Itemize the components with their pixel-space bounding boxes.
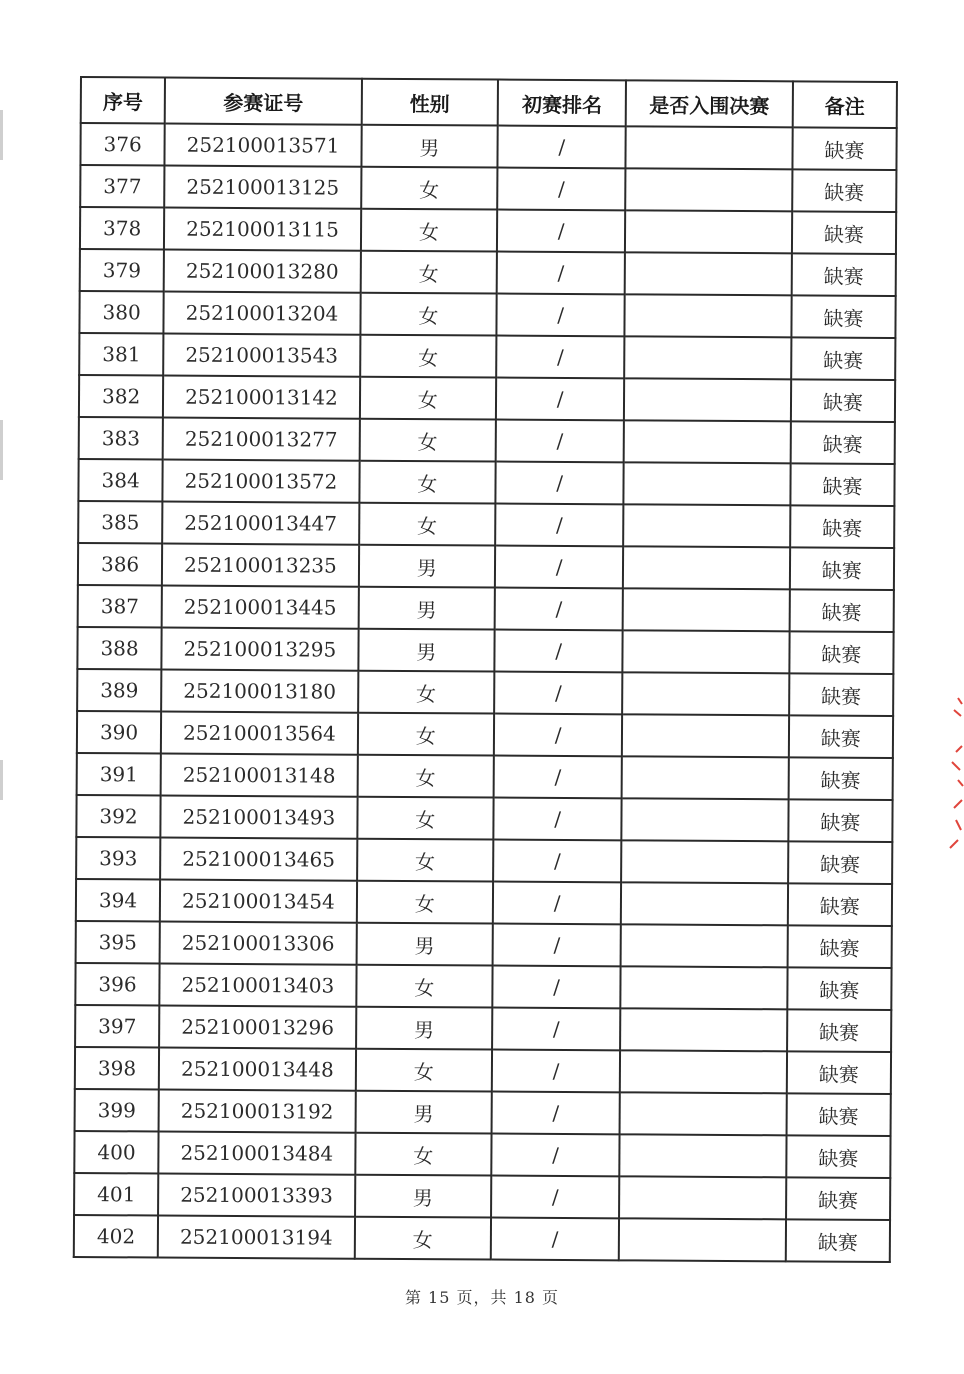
- row-gender: 女: [357, 881, 494, 924]
- row-remarks: 缺赛: [792, 169, 897, 212]
- header-gender: 性别: [361, 79, 498, 126]
- row-gender: 女: [361, 209, 498, 252]
- row-final-qualified: [624, 378, 791, 421]
- row-final-qualified: [621, 840, 788, 883]
- row-serial-number: 376: [80, 123, 164, 166]
- table-row: [78, 585, 894, 632]
- row-final-qualified: [626, 168, 793, 211]
- row-entry-id: 252100013194: [158, 1215, 355, 1258]
- row-entry-id: 252100013465: [160, 838, 357, 881]
- row-gender: 女: [360, 377, 497, 420]
- table-row: [78, 543, 894, 590]
- row-remarks: 缺赛: [791, 379, 896, 422]
- row-final-qualified: [623, 546, 790, 589]
- table-row: [75, 1089, 891, 1136]
- row-entry-id: 252100013296: [159, 1006, 356, 1049]
- row-entry-id: 252100013306: [160, 922, 357, 965]
- row-gender: 女: [361, 167, 498, 210]
- row-final-qualified: [623, 588, 790, 631]
- table-row: [75, 963, 891, 1010]
- row-entry-id: 252100013115: [164, 208, 361, 251]
- row-remarks: 缺赛: [788, 799, 893, 842]
- row-serial-number: 391: [77, 753, 161, 796]
- row-entry-id: 252100013454: [160, 880, 357, 923]
- row-final-qualified: [623, 504, 790, 547]
- row-prelim-rank: /: [497, 126, 626, 169]
- row-gender: 女: [354, 1217, 491, 1260]
- row-gender: 女: [359, 503, 496, 546]
- row-gender: 男: [356, 1007, 493, 1050]
- row-final-qualified: [619, 1218, 786, 1261]
- table-row: [76, 795, 892, 842]
- row-remarks: 缺赛: [786, 1093, 891, 1136]
- row-prelim-rank: /: [496, 294, 625, 337]
- row-final-qualified: [621, 966, 788, 1009]
- row-gender: 女: [358, 671, 495, 714]
- row-remarks: 缺赛: [789, 631, 894, 674]
- row-entry-id: 252100013148: [161, 754, 358, 797]
- row-remarks: 缺赛: [791, 253, 896, 296]
- row-final-qualified: [626, 126, 793, 169]
- row-final-qualified: [622, 672, 789, 715]
- row-entry-id: 252100013571: [165, 124, 362, 167]
- row-entry-id: 252100013448: [159, 1048, 356, 1091]
- row-gender: 女: [360, 293, 497, 336]
- row-remarks: 缺赛: [791, 337, 896, 380]
- row-prelim-rank: /: [493, 882, 622, 925]
- table-row: [78, 459, 894, 506]
- header-entry-id: 参赛证号: [165, 78, 362, 125]
- row-gender: 男: [356, 923, 493, 966]
- row-gender: 女: [359, 461, 496, 504]
- row-gender: 男: [358, 587, 495, 630]
- row-remarks: 缺赛: [786, 1135, 891, 1178]
- row-gender: 男: [361, 125, 498, 168]
- row-serial-number: 402: [74, 1215, 158, 1258]
- row-serial-number: 382: [79, 375, 163, 418]
- row-final-qualified: [619, 1176, 786, 1219]
- row-gender: 女: [357, 797, 494, 840]
- row-gender: 女: [355, 1133, 492, 1176]
- row-final-qualified: [623, 630, 790, 673]
- row-entry-id: 252100013125: [164, 166, 361, 209]
- table-header-row: [81, 77, 897, 128]
- row-remarks: 缺赛: [792, 211, 897, 254]
- row-remarks: 缺赛: [789, 673, 894, 716]
- table-row: [77, 627, 893, 674]
- row-gender: 女: [360, 335, 497, 378]
- row-entry-id: 252100013445: [162, 586, 359, 629]
- table-row: [80, 123, 896, 170]
- table-row: [74, 1131, 890, 1178]
- row-prelim-rank: /: [497, 252, 626, 295]
- row-remarks: 缺赛: [790, 547, 895, 590]
- row-serial-number: 385: [78, 501, 162, 544]
- row-gender: 女: [360, 251, 497, 294]
- row-remarks: 缺赛: [787, 925, 892, 968]
- row-serial-number: 397: [75, 1005, 159, 1048]
- row-gender: 女: [359, 419, 496, 462]
- header-serial-number: 序号: [81, 77, 165, 124]
- row-entry-id: 252100013393: [158, 1174, 355, 1217]
- row-serial-number: 383: [79, 417, 163, 460]
- row-gender: 女: [357, 839, 494, 882]
- row-serial-number: 393: [76, 837, 160, 880]
- scan-edge-mark: [0, 760, 3, 800]
- row-prelim-rank: /: [493, 798, 622, 841]
- row-remarks: 缺赛: [792, 127, 897, 170]
- table-row: [77, 753, 893, 800]
- red-stamp-fragment: [944, 690, 964, 860]
- table-row: [79, 291, 895, 338]
- table-row: [76, 837, 892, 884]
- row-entry-id: 252100013484: [159, 1132, 356, 1175]
- table-row: [76, 921, 892, 968]
- row-serial-number: 399: [75, 1089, 159, 1132]
- row-prelim-rank: /: [492, 1092, 621, 1135]
- table-row: [78, 501, 894, 548]
- row-remarks: 缺赛: [788, 883, 893, 926]
- row-gender: 男: [358, 629, 495, 672]
- row-final-qualified: [625, 294, 792, 337]
- table-row: [80, 249, 896, 296]
- row-final-qualified: [624, 462, 791, 505]
- table-row: [77, 711, 893, 758]
- row-entry-id: 252100013295: [162, 628, 359, 671]
- header-prelim-rank: 初赛排名: [498, 80, 627, 127]
- row-remarks: 缺赛: [785, 1219, 890, 1262]
- results-table: [73, 76, 898, 1263]
- row-serial-number: 386: [78, 543, 162, 586]
- row-entry-id: 252100013204: [164, 292, 361, 335]
- row-remarks: 缺赛: [789, 589, 894, 632]
- table-row: [76, 879, 892, 926]
- scan-edge-mark: [0, 110, 3, 160]
- row-remarks: 缺赛: [788, 841, 893, 884]
- row-entry-id: 252100013192: [159, 1090, 356, 1133]
- row-final-qualified: [621, 924, 788, 967]
- row-prelim-rank: /: [496, 420, 625, 463]
- row-serial-number: 395: [76, 921, 160, 964]
- row-entry-id: 252100013277: [163, 418, 360, 461]
- row-final-qualified: [622, 798, 789, 841]
- row-prelim-rank: /: [496, 378, 625, 421]
- row-remarks: 缺赛: [788, 757, 893, 800]
- row-entry-id: 252100013447: [162, 502, 359, 545]
- row-gender: 女: [357, 755, 494, 798]
- row-prelim-rank: /: [494, 672, 623, 715]
- row-prelim-rank: /: [491, 1218, 620, 1261]
- row-prelim-rank: /: [494, 714, 623, 757]
- row-serial-number: 392: [76, 795, 160, 838]
- table-row: [79, 333, 895, 380]
- row-prelim-rank: /: [495, 462, 624, 505]
- row-final-qualified: [624, 420, 791, 463]
- row-entry-id: 252100013403: [160, 964, 357, 1007]
- row-final-qualified: [620, 1092, 787, 1135]
- row-prelim-rank: /: [492, 966, 621, 1009]
- table-body: [74, 123, 897, 1262]
- row-entry-id: 252100013564: [161, 712, 358, 755]
- table-row: [74, 1173, 890, 1220]
- table-row: [74, 1215, 890, 1262]
- table-row: [80, 207, 896, 254]
- row-prelim-rank: /: [496, 336, 625, 379]
- row-final-qualified: [625, 252, 792, 295]
- row-entry-id: 252100013235: [162, 544, 359, 587]
- table-row: [79, 417, 895, 464]
- row-serial-number: 390: [77, 711, 161, 754]
- table-row: [75, 1005, 891, 1052]
- row-serial-number: 384: [78, 459, 162, 502]
- row-final-qualified: [620, 1008, 787, 1051]
- row-entry-id: 252100013180: [161, 670, 358, 713]
- row-gender: 女: [358, 713, 495, 756]
- row-remarks: 缺赛: [791, 295, 896, 338]
- row-remarks: 缺赛: [790, 421, 895, 464]
- header-final-qualified: 是否入围决赛: [626, 80, 793, 127]
- row-final-qualified: [625, 210, 792, 253]
- row-prelim-rank: /: [491, 1176, 620, 1219]
- row-final-qualified: [620, 1134, 787, 1177]
- page-number-footer: 第 15 页，共 18 页: [404, 1288, 560, 1307]
- row-final-qualified: [622, 756, 789, 799]
- row-remarks: 缺赛: [790, 463, 895, 506]
- scan-edge-mark: [0, 420, 3, 480]
- row-gender: 女: [356, 965, 493, 1008]
- row-entry-id: 252100013572: [163, 460, 360, 503]
- table-row: [80, 165, 896, 212]
- row-serial-number: 381: [79, 333, 163, 376]
- row-serial-number: 380: [79, 291, 163, 334]
- row-prelim-rank: /: [493, 924, 622, 967]
- row-final-qualified: [624, 336, 791, 379]
- row-serial-number: 387: [78, 585, 162, 628]
- row-remarks: 缺赛: [787, 1009, 892, 1052]
- row-prelim-rank: /: [495, 546, 624, 589]
- row-entry-id: 252100013493: [161, 796, 358, 839]
- row-prelim-rank: /: [497, 168, 626, 211]
- row-remarks: 缺赛: [787, 967, 892, 1010]
- row-serial-number: 400: [74, 1131, 158, 1174]
- row-prelim-rank: /: [494, 756, 623, 799]
- row-gender: 男: [355, 1091, 492, 1134]
- row-prelim-rank: /: [492, 1050, 621, 1093]
- row-serial-number: 377: [80, 165, 164, 208]
- row-remarks: 缺赛: [790, 505, 895, 548]
- row-prelim-rank: /: [492, 1008, 621, 1051]
- row-serial-number: 396: [75, 963, 159, 1006]
- row-serial-number: 398: [75, 1047, 159, 1090]
- table-row: [79, 375, 895, 422]
- row-entry-id: 252100013142: [163, 376, 360, 419]
- row-prelim-rank: /: [494, 630, 623, 673]
- row-serial-number: 401: [74, 1173, 158, 1216]
- row-prelim-rank: /: [491, 1134, 620, 1177]
- header-remarks: 备注: [792, 81, 897, 128]
- row-remarks: 缺赛: [789, 715, 894, 758]
- row-prelim-rank: /: [495, 504, 624, 547]
- row-final-qualified: [620, 1050, 787, 1093]
- row-serial-number: 379: [80, 249, 164, 292]
- row-prelim-rank: /: [497, 210, 626, 253]
- table-row: [75, 1047, 891, 1094]
- row-prelim-rank: /: [493, 840, 622, 883]
- row-final-qualified: [621, 882, 788, 925]
- row-remarks: 缺赛: [787, 1051, 892, 1094]
- row-prelim-rank: /: [495, 588, 624, 631]
- row-gender: 男: [359, 545, 496, 588]
- table-row: [77, 669, 893, 716]
- row-serial-number: 394: [76, 879, 160, 922]
- row-gender: 男: [355, 1175, 492, 1218]
- row-serial-number: 388: [77, 627, 161, 670]
- row-remarks: 缺赛: [786, 1177, 891, 1220]
- row-entry-id: 252100013543: [163, 334, 360, 377]
- row-final-qualified: [622, 714, 789, 757]
- row-entry-id: 252100013280: [164, 250, 361, 293]
- row-serial-number: 378: [80, 207, 164, 250]
- row-serial-number: 389: [77, 669, 161, 712]
- row-gender: 女: [355, 1049, 492, 1092]
